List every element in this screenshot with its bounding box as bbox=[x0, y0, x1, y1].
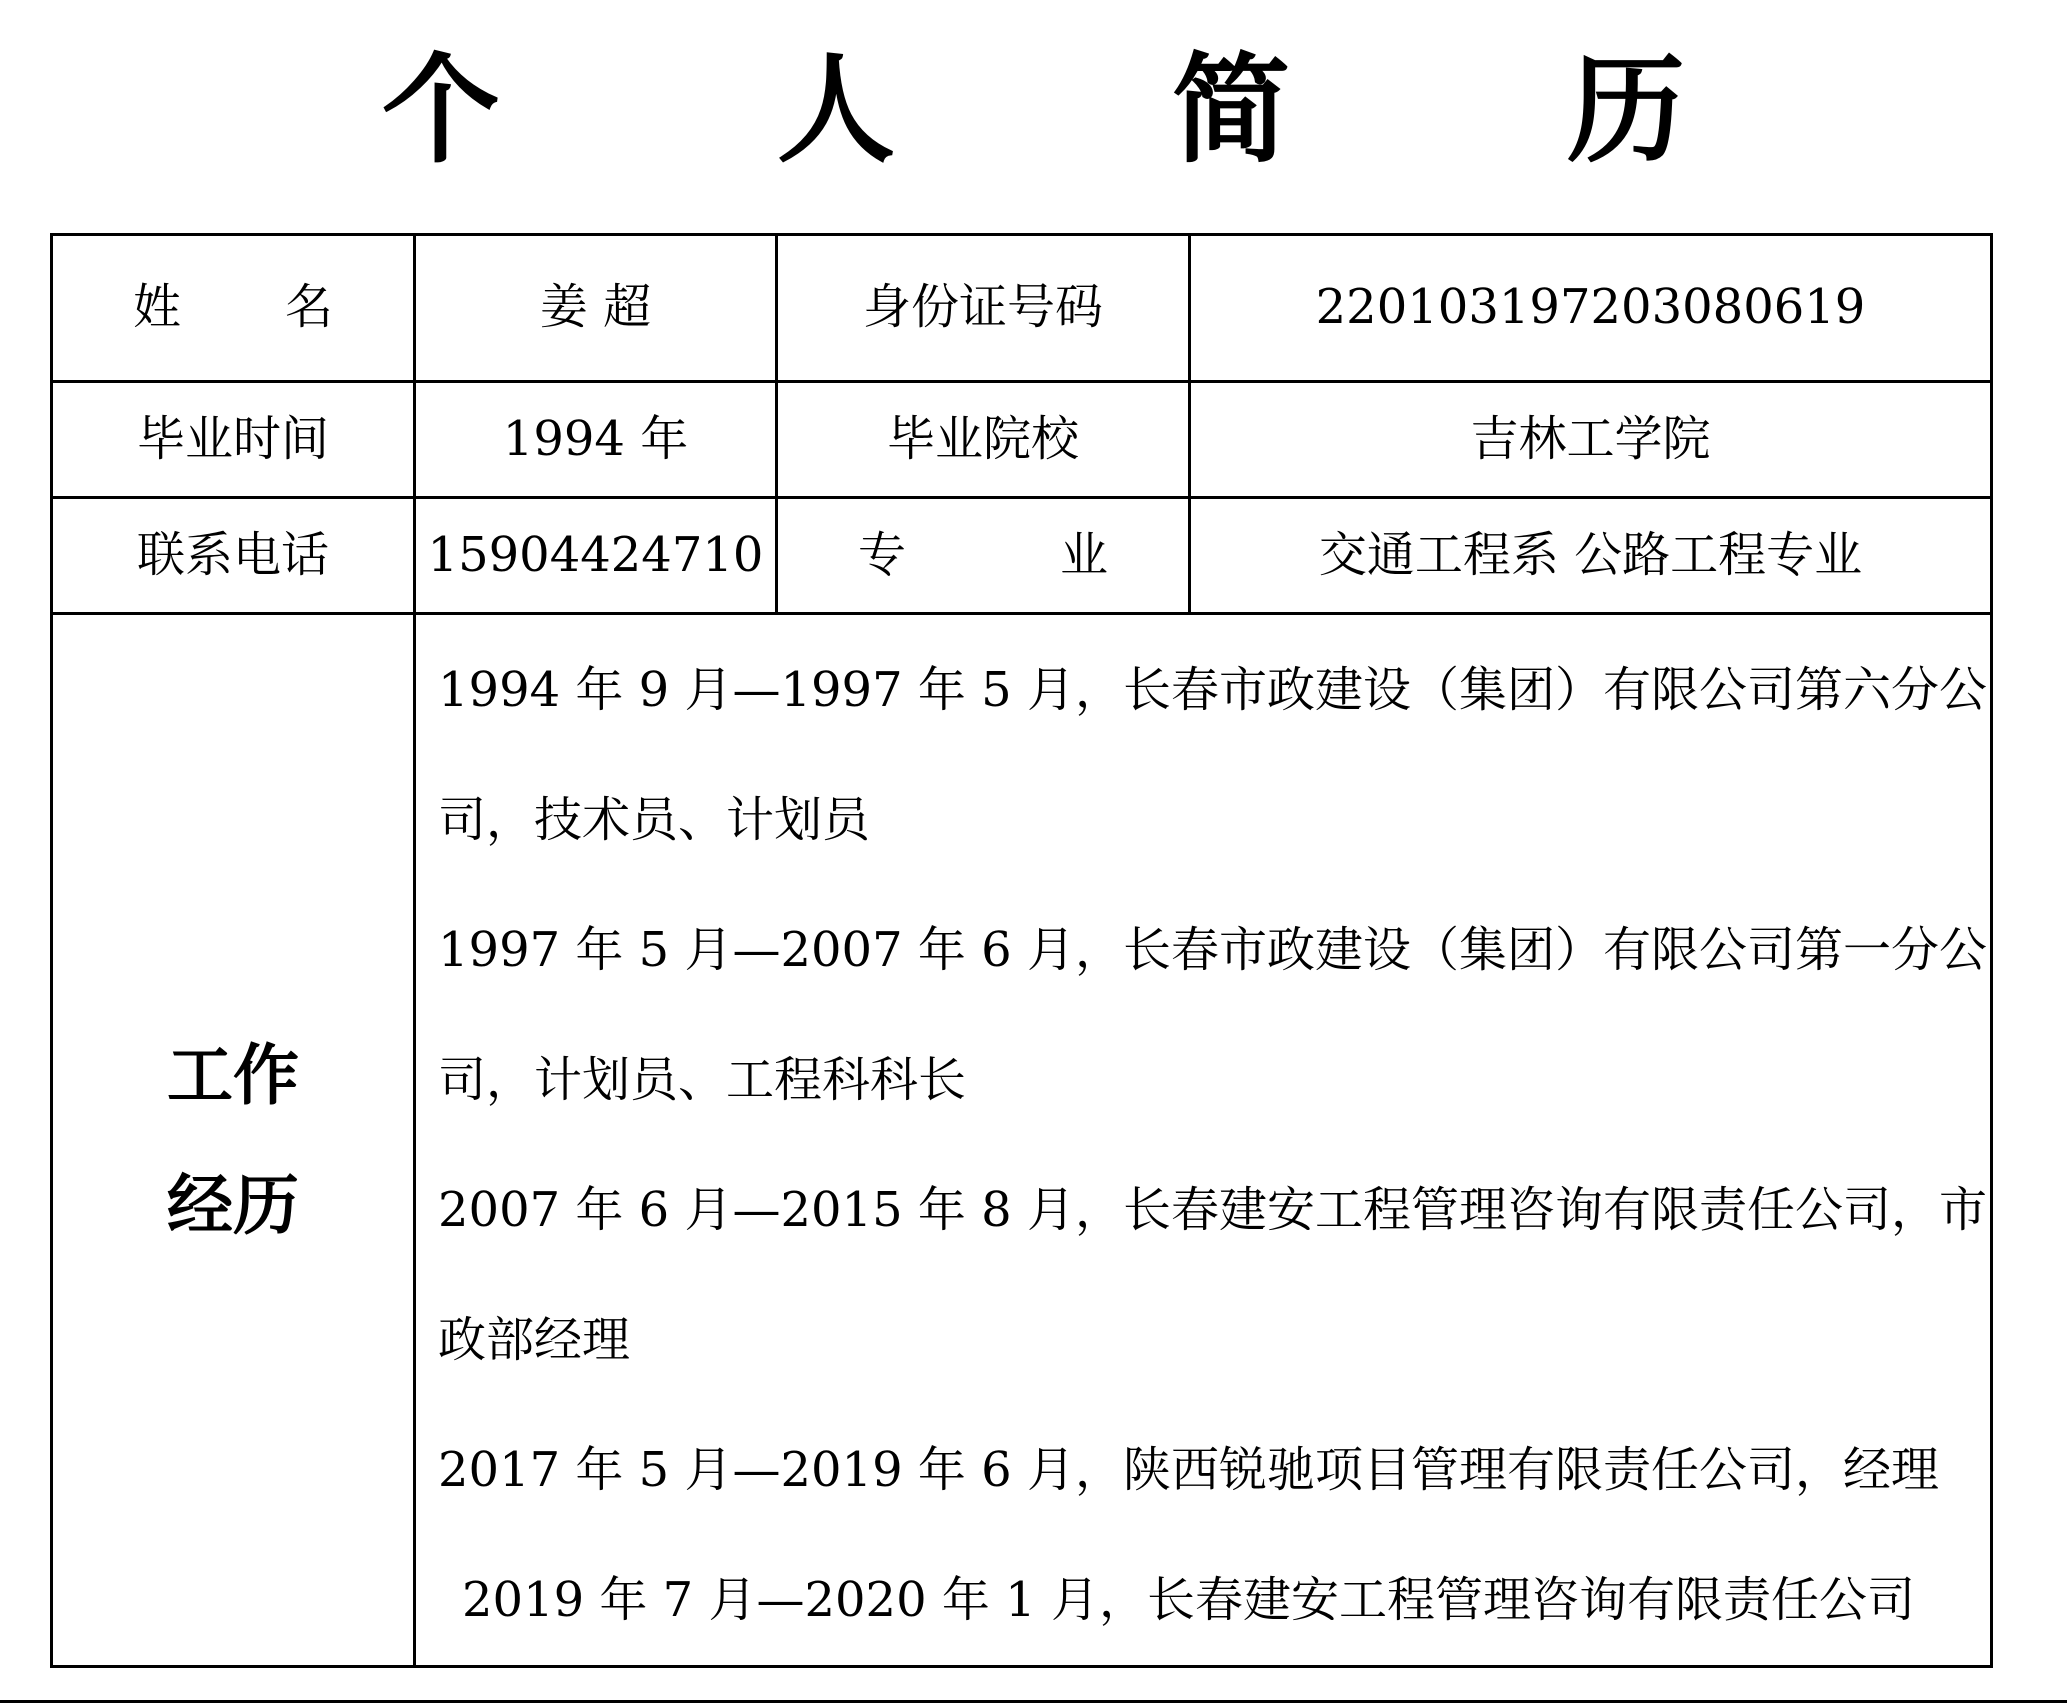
phone-label: 联系电话 bbox=[52, 498, 415, 614]
school-label: 毕业院校 bbox=[777, 382, 1190, 498]
experience-label-cell bbox=[52, 614, 415, 1667]
resume-table bbox=[50, 233, 1993, 1668]
experience-label-line1: 工作 bbox=[167, 1036, 299, 1114]
experience-line: 1997 年 5 月—2007 年 6 月，长春市政建设（集团）有限公司第一分公 bbox=[438, 922, 1987, 978]
major-label-first: 专 bbox=[858, 526, 907, 583]
row-graduation bbox=[52, 382, 1992, 498]
experience-line: 司，计划员、工程科科长 bbox=[438, 1052, 967, 1108]
experience-content bbox=[415, 614, 1992, 1667]
grad-time-label: 毕业时间 bbox=[52, 382, 415, 498]
major-value: 交通工程系 公路工程专业 bbox=[1190, 498, 1992, 614]
name-label-cell bbox=[52, 235, 415, 382]
experience-line: 2007 年 6 月—2015 年 8 月，长春建安工程管理咨询有限责任公司，市 bbox=[438, 1182, 1987, 1238]
experience-line: 司，技术员、计划员 bbox=[438, 792, 871, 848]
id-label: 身份证号码 bbox=[777, 235, 1190, 382]
experience-label-line2: 经历 bbox=[167, 1166, 299, 1244]
experience-line: 政部经理 bbox=[438, 1312, 631, 1368]
page-title: 个 人 简 历 bbox=[381, 40, 1804, 179]
phone-value: 15904424710 bbox=[415, 498, 777, 614]
bottom-rule bbox=[0, 1700, 2067, 1703]
experience-line: 2019 年 7 月—2020 年 1 月，长春建安工程管理咨询有限责任公司 bbox=[462, 1572, 1915, 1628]
row-name-id bbox=[52, 235, 1992, 382]
school-value: 吉林工学院 bbox=[1190, 382, 1992, 498]
name-label-first: 姓 bbox=[133, 279, 182, 336]
major-label-second: 业 bbox=[1059, 526, 1108, 583]
row-contact-major bbox=[52, 498, 1992, 614]
name-value: 姜 超 bbox=[415, 235, 777, 382]
name-label-second: 名 bbox=[284, 279, 333, 336]
grad-time-value: 1994 年 bbox=[415, 382, 777, 498]
major-label-cell bbox=[777, 498, 1190, 614]
row-experience bbox=[52, 614, 1992, 1667]
experience-line: 1994 年 9 月—1997 年 5 月，长春市政建设（集团）有限公司第六分公 bbox=[438, 662, 1987, 718]
id-value: 220103197203080619 bbox=[1190, 235, 1992, 382]
experience-line: 2017 年 5 月—2019 年 6 月，陕西锐驰项目管理有限责任公司，经理 bbox=[438, 1442, 1939, 1498]
